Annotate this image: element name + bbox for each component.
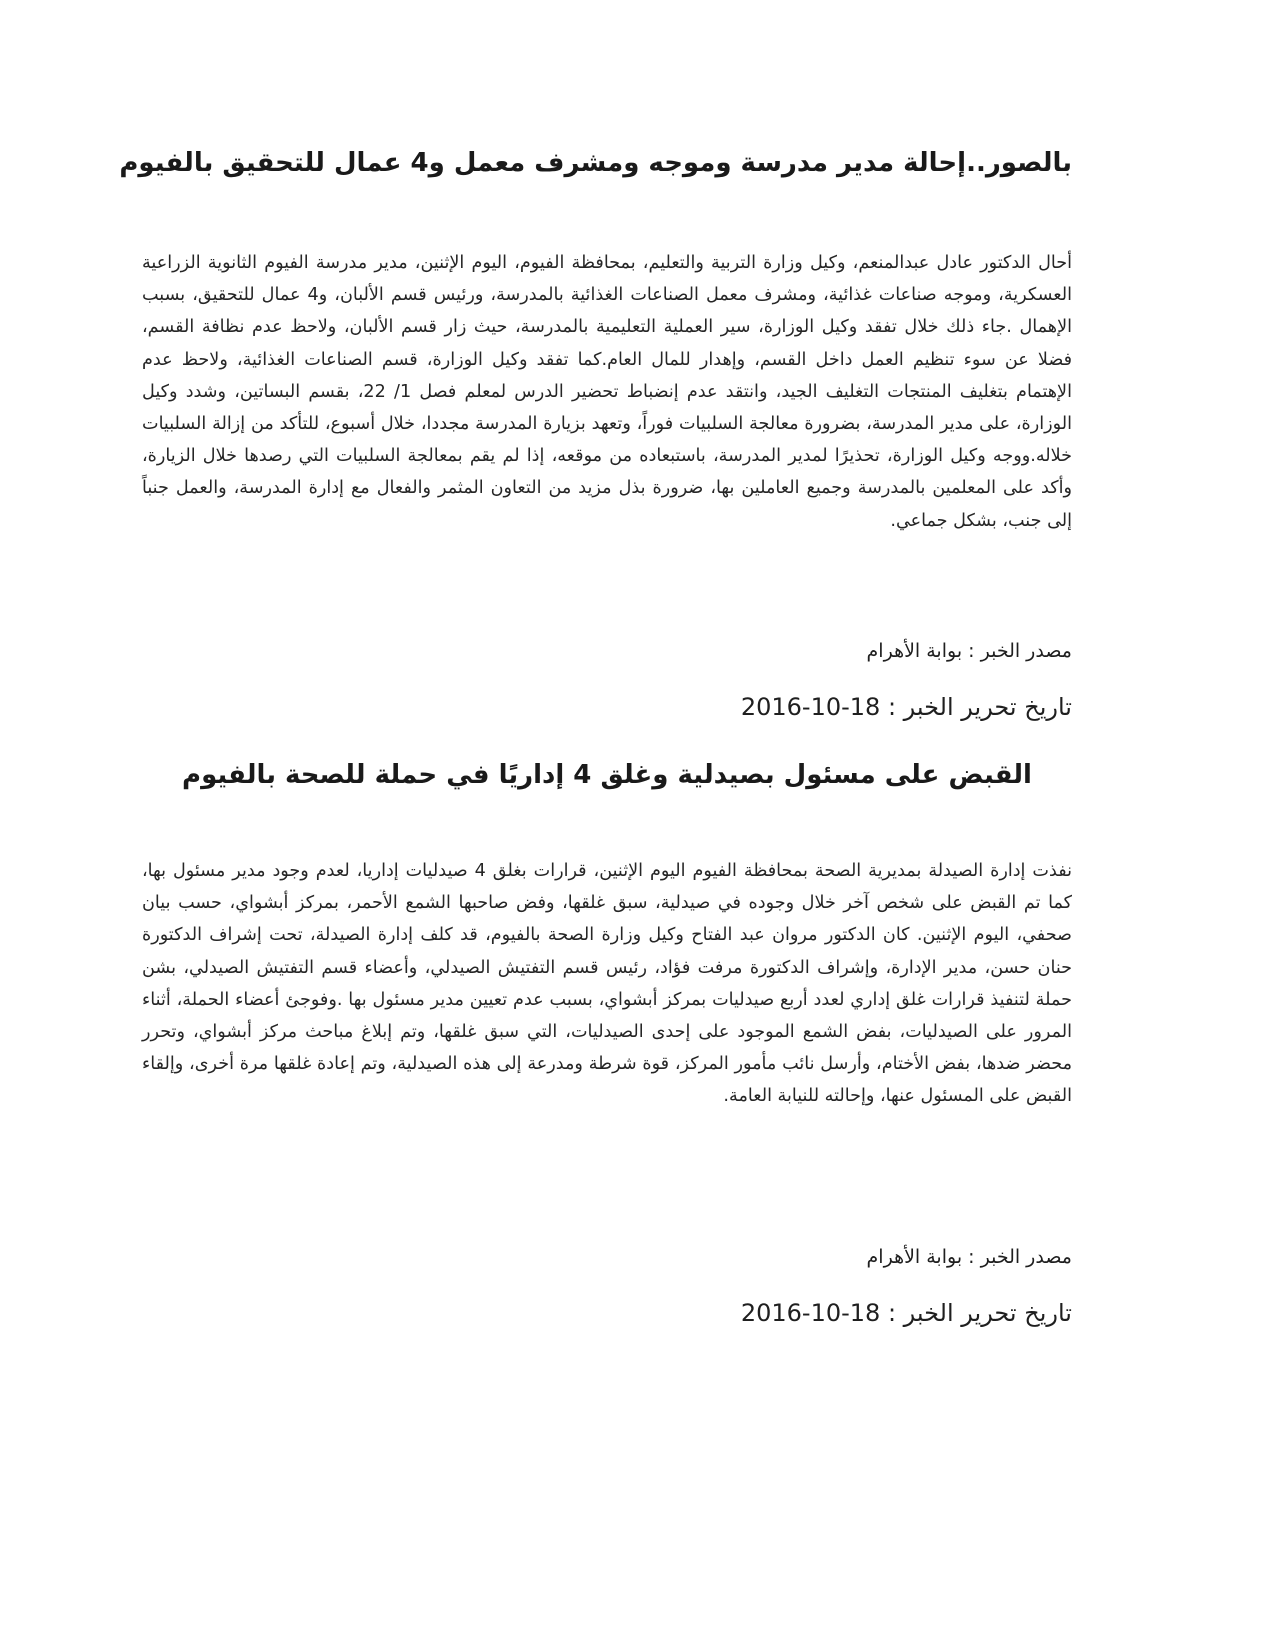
source-value: بوابة الأهرام (866, 1246, 963, 1268)
date-label: تاريخ تحرير الخبر : (887, 1299, 1072, 1327)
article-title: القبض على مسئول بصيدلية وغلق 4 إداريًا في حملة للصحة بالفيوم (182, 760, 1032, 790)
date-value: 2016-10-18 (740, 693, 881, 721)
date-line (142, 1298, 1072, 1328)
article-body: نفذت إدارة الصيدلة بمديرية الصحة بمحافظة الفيوم اليوم الإثنين، قرارات بغلق 4 صيدليات إداريا، لعدم وجود مدير مسئول بها، كما تم القبض على شخص آخر خلال وجوده في صيدلية، سبق غلقها، وفض صاحبها الشمع الأحمر، بمركز أبشواي، حسب بيان صحفي، اليوم الإثنين. كان الدكتور مروان عبد الفتاح وكيل وزارة الصحة بالفيوم، قد كلف إدارة الصيدلة، تحت إشراف الدكتورة حنان حسن، مدير الإدارة، وإشراف الدكتورة مرفت فؤاد، رئيس قسم التفتيش الصيدلي، وأعضاء قسم التفتيش الصيدلي، بشن حملة لتنفيذ قرارات غلق إداري لعدد أربع صيدليات بمركز أبشواي، بسبب عدم تعيين مدير مسئول بها .وفوجئ أعضاء الحملة، أثناء المرور على الصيدليات، بفض الشمع الموجود على إحدى الصيدليات، التي سبق غلقها، وتم إبلاغ مباحث مركز أبشواي، وتحرر محضر ضدها، بفض الأختام، وأرسل نائب مأمور المركز، قوة شرطة ومدرعة إلى هذه الصيدلية، وتم إعادة غلقها مرة أخرى، وإلقاء القبض على المسئول عنها، وإحالته للنيابة العامة. (142, 861, 1072, 1107)
date-line (142, 692, 1072, 722)
source-line (142, 1244, 1072, 1270)
article-body: أحال الدكتور عادل عبدالمنعم، وكيل وزارة التربية والتعليم، بمحافظة الفيوم، اليوم الإثنين، مدير مدرسة الفيوم الثانوية الزراعية العسكرية، وموجه صناعات غذائية، ومشرف معمل الصناعات الغذائية بالمدرسة، ورئيس قسم الألبان، و4 عمال للتحقيق، بسبب الإهمال .جاء ذلك خلال تفقد وكيل الوزارة، سير العملية التعليمية بالمدرسة، حيث زار قسم الألبان، ولاحظ عدم نظافة القسم، فضلا عن سوء تنظيم العمل داخل القسم، وإهدار للمال العام.كما تفقد وكيل الوزارة، قسم الصناعات الغذائية، ولاحظ عدم الإهتمام بتغليف المنتجات التغليف الجيد، وانتقد عدم إنضباط تحضير الدرس لمعلم فصل 1/ 22، بقسم البساتين، وشدد وكيل الوزارة، على مدير المدرسة، بضرورة معالجة السلبيات فوراً، وتعهد بزيارة المدرسة مجددا، خلال أسبوع، للتأكد من إزالة السلبيات خلاله.ووجه وكيل الوزارة، تحذيرًا لمدير المدرسة، باستبعاده من موقعه، إذا لم يقم بمعالجة السلبيات التي رصدها خلال الزيارة، وأكد على المعلمين بالمدرسة وجميع العاملين بها، ضرورة بذل مزيد من التعاون المثمر والفعال مع إدارة المدرسة، والعمل جنباً إلى جنب، بشكل جماعي. (142, 253, 1072, 531)
date-value: 2016-10-18 (740, 1299, 881, 1327)
date-label: تاريخ تحرير الخبر : (887, 693, 1072, 721)
article-title: بالصور..إحالة مدير مدرسة وموجه ومشرف معمل و4 عمال للتحقيق بالفيوم (119, 148, 1072, 178)
source-label: مصدر الخبر : (968, 1246, 1072, 1268)
source-line (142, 638, 1072, 664)
source-value: بوابة الأهرام (866, 640, 963, 662)
source-label: مصدر الخبر : (968, 640, 1072, 662)
